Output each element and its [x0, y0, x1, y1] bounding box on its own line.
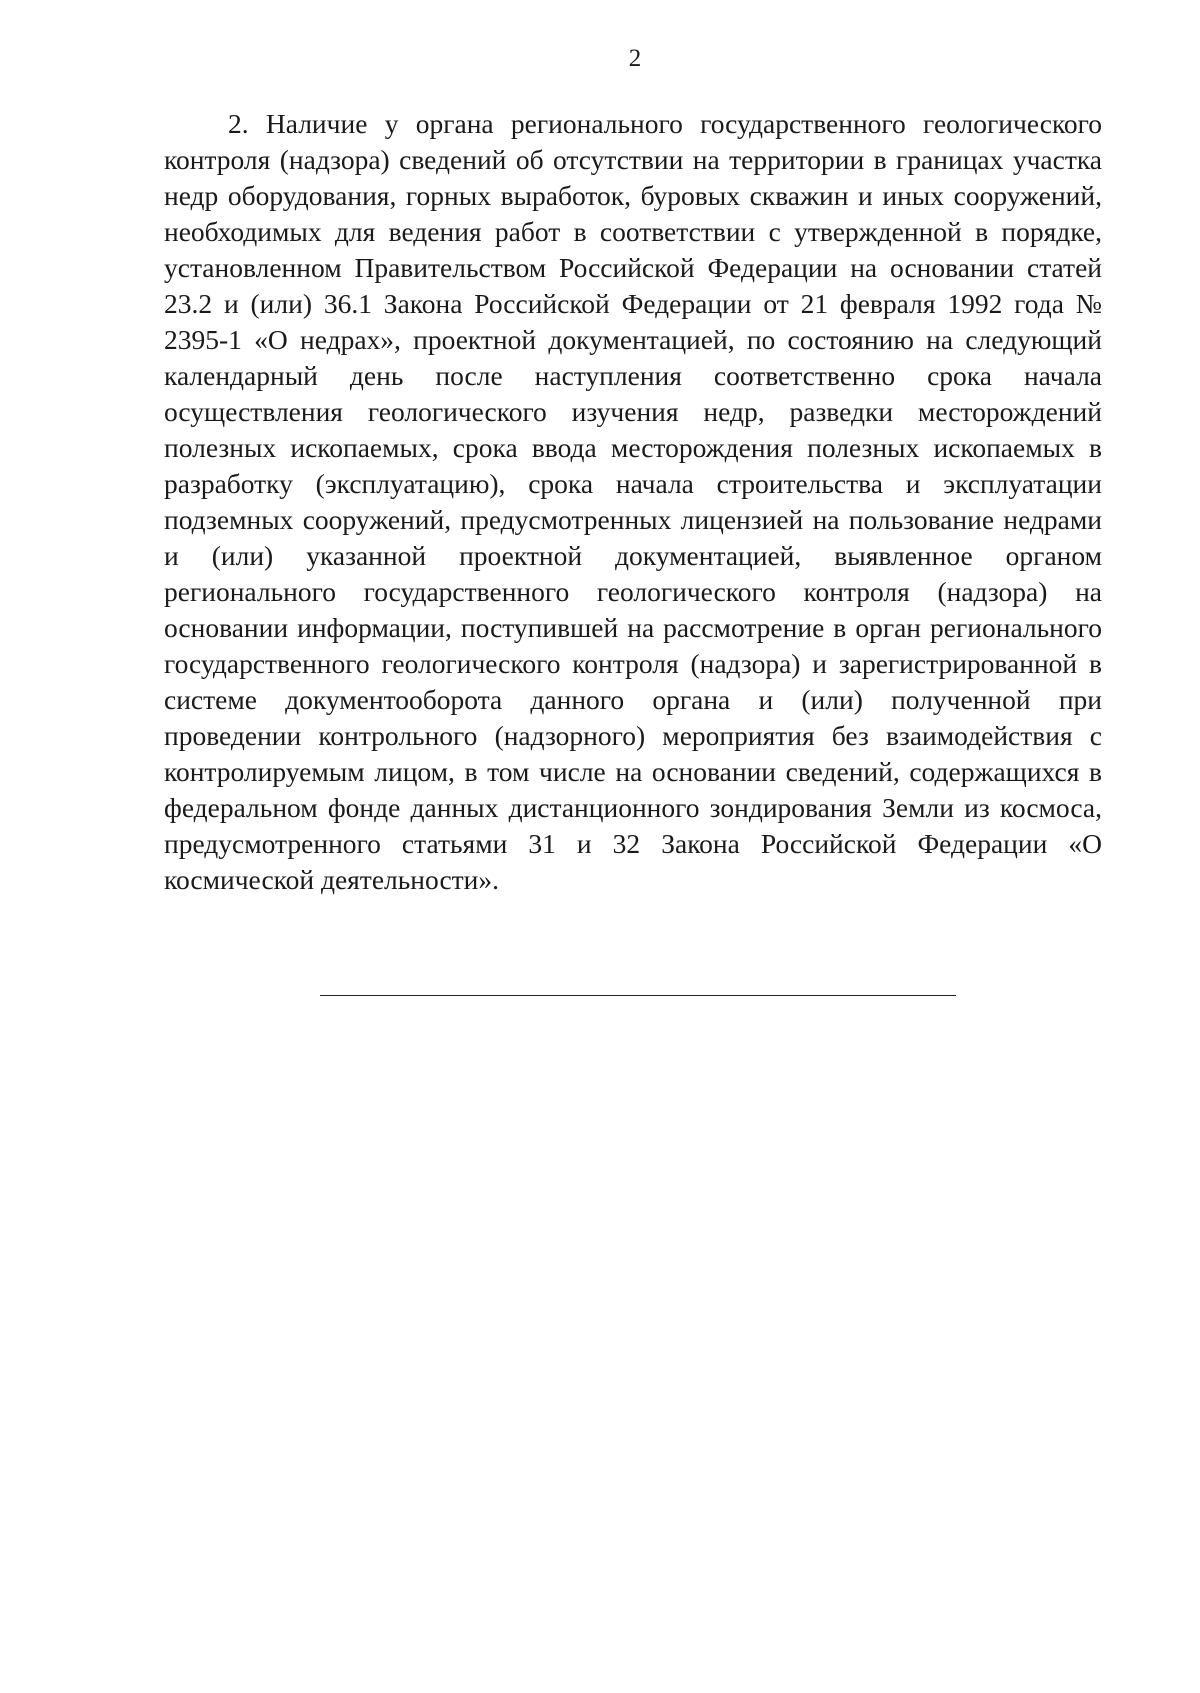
paragraph-line: календарный день после наступления соответственно срока начала [164, 360, 1102, 391]
paragraph-line: полезных ископаемых, срока ввода месторождения полезных ископаемых в [164, 432, 1102, 463]
paragraph-line: проведении контрольного (надзорного) мероприятия без взаимодействия с [164, 720, 1102, 751]
paragraph-line: установленном Правительством Российской Федерации на основании статей [164, 252, 1102, 283]
page-number: 2 [628, 45, 642, 72]
paragraph-line: подземных сооружений, предусмотренных лицензией на пользование недрами [164, 504, 1102, 535]
paragraph-line: предусмотренного статьями 31 и 32 Закона Российской Федерации «О [164, 828, 1102, 859]
paragraph-line: недр оборудования, горных выработок, буровых скважин и иных сооружений, [164, 180, 1102, 211]
paragraph-line: необходимых для ведения работ в соответствии с утвержденной в порядке, [164, 216, 1102, 247]
paragraph-line: регионального государственного геологического контроля (надзора) на [164, 576, 1102, 607]
paragraph-line: 2395-1 «О недрах», проектной документацией, по состоянию на следующий [164, 324, 1102, 355]
paragraph-line: государственного геологического контроля (надзора) и зарегистрированной в [164, 648, 1102, 679]
paragraph-line: основании информации, поступившей на рассмотрение в орган регионального [164, 612, 1102, 643]
paragraph-item-2 [164, 106, 1102, 898]
end-of-document-rule [320, 995, 956, 996]
paragraph-line: 23.2 и (или) 36.1 Закона Российской Федерации от 21 февраля 1992 года № [164, 288, 1102, 319]
paragraph-line: федеральном фонде данных дистанционного зондирования Земли из космоса, [164, 792, 1102, 823]
paragraph-line: и (или) указанной проектной документацией, выявленное органом [164, 540, 1102, 571]
paragraph-line: осуществления геологического изучения недр, разведки месторождений [164, 396, 1102, 427]
paragraph-line: системе документооборота данного органа и (или) полученной при [164, 684, 1102, 715]
paragraph-line: контроля (надзора) сведений об отсутствии на территории в границах участка [164, 144, 1102, 175]
paragraph-line: космической деятельности». [164, 864, 500, 895]
paragraph-line: разработку (эксплуатацию), срока начала строительства и эксплуатации [164, 468, 1102, 499]
paragraph-line: контролируемым лицом, в том числе на основании сведений, содержащихся в [164, 756, 1102, 787]
paragraph-line: 2. Наличие у органа регионального государственного геологического [228, 108, 1102, 139]
